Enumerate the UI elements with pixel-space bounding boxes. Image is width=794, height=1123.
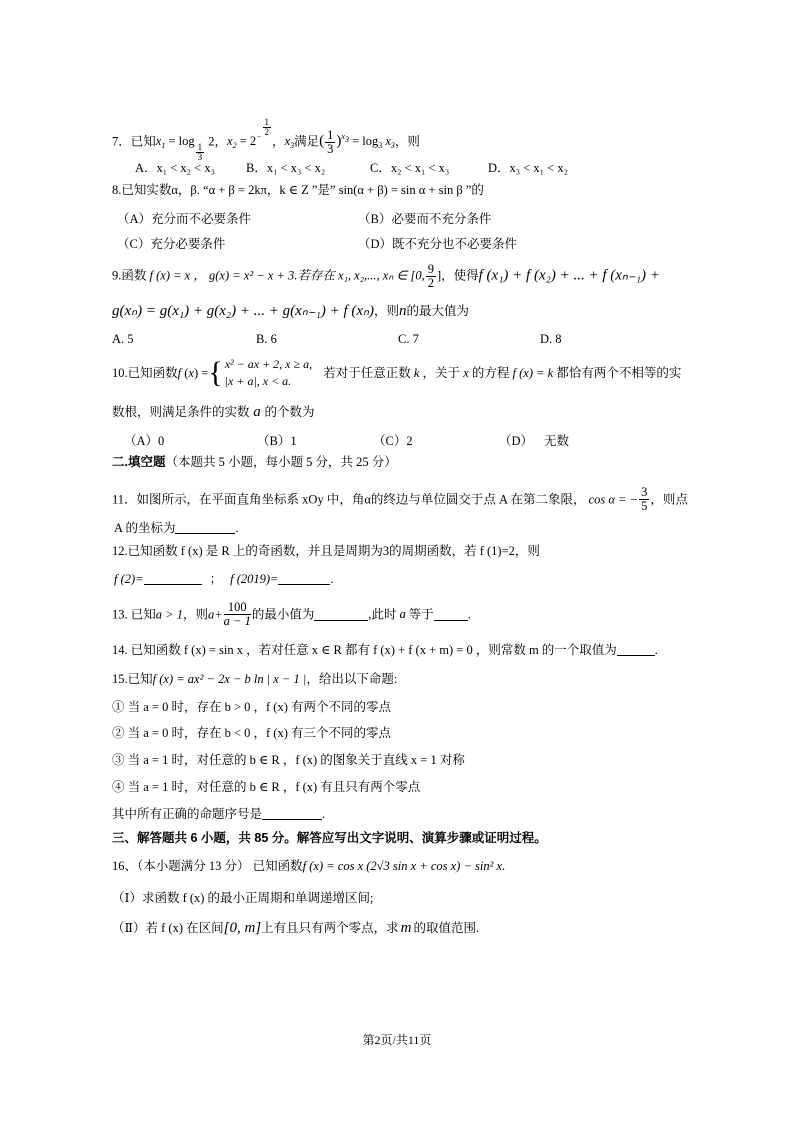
- q11-tail: ，则点: [650, 492, 688, 507]
- q11-answer-blank: [175, 521, 235, 534]
- section-2-heading: [112, 456, 397, 469]
- q7-option-c: C．x₂ < x₁ < x₃: [370, 161, 450, 175]
- q9-f-sum: f (x₁) + f (x₂) + ... + f (xₙ₋₁) +: [478, 267, 660, 284]
- q10-brace: {: [208, 356, 223, 389]
- q15-item-4: ④ 当 a = 1 时，对任意的 b ∈ R ，f (x) 有且只有两个零点: [112, 780, 421, 794]
- q7-expr-x3: ( $\frac{1}{3}$ )$^{x_3} = \log_3 x_3$: [319, 127, 395, 157]
- q15-line: 15.已知f (x) = ax² − 2x − b ln | x − 1 |，给出以下命题:: [112, 672, 398, 686]
- q11-line2: A 的坐标为 .: [114, 521, 239, 535]
- q7-x3: $x_3$: [284, 134, 295, 151]
- section-3-title: 三、解答题共 6 小题，共 85 分。解答应写出文字说明、演算步骤或证明过程。: [112, 831, 547, 845]
- q9-g-def: g(x) = x² − x + 3: [208, 268, 295, 283]
- q9-exists: .若存在 x₁, x₂,..., xₙ ∈ [0,: [294, 268, 425, 283]
- q12-f2019: f (2019)=: [230, 572, 279, 586]
- q7-end: ，则: [394, 134, 420, 149]
- q16-part-2: （Ⅱ）若 f (x) 在区间[0, m]上有且只有两个零点，求 m 的取值范围.: [112, 920, 480, 936]
- q9-line2: [112, 304, 469, 319]
- q13-frac: $\frac{100}{a - 1}$: [223, 600, 251, 629]
- q9-such-that: ]，使得: [436, 268, 479, 283]
- q10-condition: 若对于任意正数 k ，关于 x 的方程 f (x) = k 都恰有两个不相等的实: [323, 365, 682, 380]
- page-number: 第2页/共11页: [362, 1033, 432, 1047]
- q11-coord-label: A 的坐标为: [114, 521, 176, 535]
- q11-line1: [112, 486, 688, 513]
- q10-fx: f (x) =: [177, 365, 209, 380]
- q13-blank-2: [434, 608, 468, 621]
- q9-option-b: B. 6: [256, 332, 277, 346]
- q15-item-1: ① 当 a = 0 时，存在 b > 0 ，f (x) 有两个不同的零点: [112, 700, 392, 714]
- q15-item-3: ③ 当 a = 1 时，对任意的 b ∈ R ，f (x) 的图象关于直线 x = 1 对称: [112, 753, 465, 767]
- q15-conclusion: 其中所有正确的命题序号是 .: [112, 807, 326, 821]
- q7-sep2: ，: [272, 134, 285, 149]
- q9-g-sum: g(xₙ) = g(x₁) + g(x₂) + ... + g(xₙ₋₁) + f (xₙ): [112, 303, 375, 319]
- q9-frac: $\frac{9}{2}$: [427, 262, 434, 291]
- q16-expr: f (x) = cos x (2√3 sin x + cos x) − sin² x: [302, 859, 503, 873]
- q9-option-a: A. 5: [112, 332, 134, 346]
- q13-blank-1: [314, 608, 368, 621]
- q9-label: 9.函数: [112, 268, 147, 283]
- q8-option-c: （C）充分必要条件: [117, 237, 226, 251]
- q8-option-a: （A）充分而不必要条件: [117, 212, 252, 226]
- q10-option-c: （C）2: [373, 434, 413, 448]
- q12-line2: f (2)= ； f (2019)= .: [114, 572, 334, 586]
- q10-option-b: （B）1: [257, 434, 297, 448]
- q10-a: a: [249, 404, 265, 420]
- q16-part-1: （Ⅰ）求函数 f (x) 的最小正周期和单调递增区间;: [112, 891, 374, 905]
- q7-expr-x2: $x_2 = 2^{- \frac{1}{2}}$: [227, 117, 270, 151]
- q8-stem: 8.已知实数α，β. “α + β = 2kπ，k ∈ Z ”是” sin(α + β) = sin α + sin β ”的: [112, 183, 484, 197]
- q7-line: 7．已知$x_1 = \log$ $\frac{1}{3}$ 2，$x_2 = 2^{- \frac{1}{2}}$ ，$x_3$满足( $\frac{1}{3}$ )$^{x_3} = \log_3 x_3$，则: [112, 117, 420, 163]
- q12-f2: f (2)=: [114, 572, 144, 586]
- q9-option-c: C. 7: [398, 332, 419, 346]
- q14-line: 14. 已知函数 f (x) = sin x ，若对任意 x ∈ R 都有 f (x) + f (x + m) = 0 ，则常数 m 的一个取值为 .: [112, 643, 658, 657]
- q10-label: 10.已知函数: [112, 365, 178, 380]
- q10-option-d: （D）: [499, 434, 534, 448]
- q15-expr: f (x) = ax² − 2x − b ln | x − 1 |: [152, 672, 307, 686]
- q10-line2: 数根，则满足条件的实数 a 的个数为: [112, 404, 315, 420]
- q10-piece-2: |x + a|, x < a.: [224, 374, 292, 388]
- q9-then: ，则: [374, 304, 400, 318]
- q10-option-d-text: 无数: [544, 434, 570, 448]
- q13-condition: a > 1: [155, 607, 183, 622]
- q11-text: 11．如图所示，在平面直角坐标系 xOy 中，角α的终边与单位圆交于点 A 在第二象限，: [112, 492, 586, 507]
- q7-log-base: $\frac{1}{3}$: [197, 141, 203, 163]
- q12-line1: 12.已知函数 f (x) 是 R 上的奇函数，并且是周期为3的周期函数，若 f (1)=2，则: [112, 544, 540, 558]
- section-2-note: （本题共 5 小题，每小题 5 分，共 25 分）: [165, 455, 397, 469]
- q9-option-d: D. 8: [540, 332, 562, 346]
- section-2-title: 二.填空题: [112, 455, 166, 469]
- q11-frac: $\frac{3}{5}$: [641, 485, 648, 514]
- q15-blank: [262, 807, 322, 820]
- q16-interval: [0, m]: [223, 920, 262, 936]
- q10-line1: [112, 356, 681, 390]
- q9-line1: [112, 263, 660, 290]
- q7-satisfy: 满足: [294, 134, 320, 149]
- q14-blank: [617, 643, 655, 656]
- q12-blank-2: [278, 572, 330, 585]
- q7-option-d: D．x₃ < x₁ < x₂: [488, 161, 568, 175]
- q8-option-b: （B）必要而不充分条件: [358, 212, 492, 226]
- q10-piece-1: x² − ax + 2, x ≥ a,: [224, 357, 313, 371]
- q7-expr-x1: $x_1 = \log$: [155, 134, 195, 151]
- q13-expr: a+: [207, 607, 223, 622]
- q10-option-a: （A）0: [124, 434, 165, 448]
- q9-tail: 的最大值为: [406, 304, 470, 318]
- q9-f-def: f (x) = x ，: [149, 268, 206, 283]
- q7-sep1: ，: [214, 134, 228, 149]
- q12-blank-1: [144, 572, 202, 585]
- q16-line: 16、（本小题满分 13 分） 已知函数f (x) = cos x (2√3 sin x + cos x) − sin² x.: [112, 859, 506, 873]
- q15-item-2: ② 当 a = 0 时，存在 b < 0 ，f (x) 有三个不同的零点: [112, 726, 392, 740]
- q7-option-a: A．x₁ < x₂ < x₃: [135, 161, 215, 175]
- q11-cos: cos α = −: [588, 492, 639, 507]
- q7-option-b: B．x₁ < x₃ < x₂: [246, 161, 326, 175]
- q7-stem: 7．已知: [112, 134, 156, 149]
- q10-pieces: [225, 356, 312, 390]
- q9-n: n: [399, 303, 407, 319]
- q13-line: 13. 已知a > 1，则a+ $\frac{100}{a - 1}$ 的最小值为 ,此时 a 等于 .: [112, 600, 471, 629]
- q14-text: 14. 已知函数 f (x) = sin x ，若对任意 x ∈ R 都有 f (x) + f (x + m) = 0 ，则常数 m 的一个取值为: [112, 643, 617, 657]
- q8-option-d: （D）既不充分也不必要条件: [358, 237, 518, 251]
